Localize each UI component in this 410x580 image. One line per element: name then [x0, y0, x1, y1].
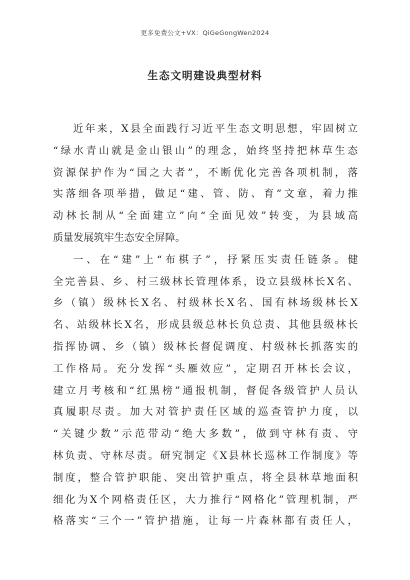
document-body — [53, 119, 358, 533]
text-line: 全 完 善 县 、 乡 、 村 三 级 林 长 管 理 体 系 ， 设 立 县 级 林 长 X 名 、 — [53, 276, 358, 288]
text-line: 建 立 月 考 核 和 “ 红 黑 榜 ” 通 报 机 制 ， 督 促 各 级 管 护 人 员 认 — [53, 385, 358, 397]
text-line: 制 度 ， 整 合 管 护 职 能 、 突 出 管 护 重 点 ， 将 全 县 林 草 地 面 积 — [53, 472, 358, 484]
text-line: 格 落 实 “ 三 个 一 ” 管 护 措 施 ， 让 每 一 片 森 林 都 有 责 任 人 ， — [53, 516, 358, 528]
text-line: 指 挥 协 调 、 乡 （ 镇 ） 级 林 长 督 促 调 度 、 村 级 林 长 抓 落 实 的 — [53, 341, 358, 353]
text-line: 乡 （ 镇 ） 级 林 长 X 名 、 村 级 林 长 X 名 、 国 有 林 场 级 林 长 X — [53, 298, 358, 310]
text-line: 资 源 保 护 作 为 “ 国 之 大 者 ” ， 不 断 优 化 完 善 各 项 机 制 ， 落 — [53, 167, 358, 179]
text-line: 实 落 细 各 项 举 措 ， 做 足 “ 建 、 管 、 防 、 育 ” 文 章 ， 着 力 推 — [53, 189, 358, 201]
page-header: 更多免费公文+VX：QiGeGongWen2024 — [140, 29, 270, 37]
document-title: 生态文明建设典型材料 — [147, 70, 263, 82]
text-line: “ 关 键 少 数 ” 示 范 带 动 “ 绝 大 多 数 ” ， 做 到 守 林 有 责 、 守 — [53, 429, 358, 441]
text-line: 林 负 责 、 守 林 尽 责 。 研 究 制 定 《 X 县 林 长 巡 林 工 作 制 度 》 等 — [53, 450, 358, 462]
text-line: 一 、 在 “ 建 ” 上 “ 布 棋 子 ” ， 抒 紧 压 实 责 任 链 条 。 健 — [73, 254, 358, 266]
text-line: “ 绿 水 青 山 就 是 金 山 银 山 ” 的 理 念 ， 始 终 坚 持 把 林 草 生 态 — [53, 145, 358, 157]
text-line: 真 履 职 尽 责 。 加 大 对 管 护 责 任 区 域 的 巡 查 管 护 力 度 ， 以 — [53, 407, 358, 419]
text-line: 工 作 格 局 。 充 分 发 挥 “ 头 雁 效 应 ” ， 定 期 召 开 林 长 会 议 ， — [53, 363, 358, 375]
text-line: 名 、 站 级 林 长 X 名 ， 形 成 县 级 总 林 长 负 总 责 、 其 他 县 级 林 长 — [53, 320, 358, 332]
text-line: 近 年 来 ， X 县 全 面 践 行 习 近 平 生 态 文 明 思 想 ， 牢 固 树 立 — [73, 124, 358, 135]
text-line: 细 化 为 X 个 网 格 责 任 区 ， 大 力 推 行 “ 网 格 化 ” 管 理 机 制 ， 严 — [53, 494, 358, 506]
text-line: 质量发展筑牢生态安全屏障。 — [53, 232, 186, 244]
text-line: 动 林 长 制 从 “ 全 面 建 立 ” 向 “ 全 面 见 效 ” 转 变 ， 为 县 域 高 — [53, 211, 358, 223]
